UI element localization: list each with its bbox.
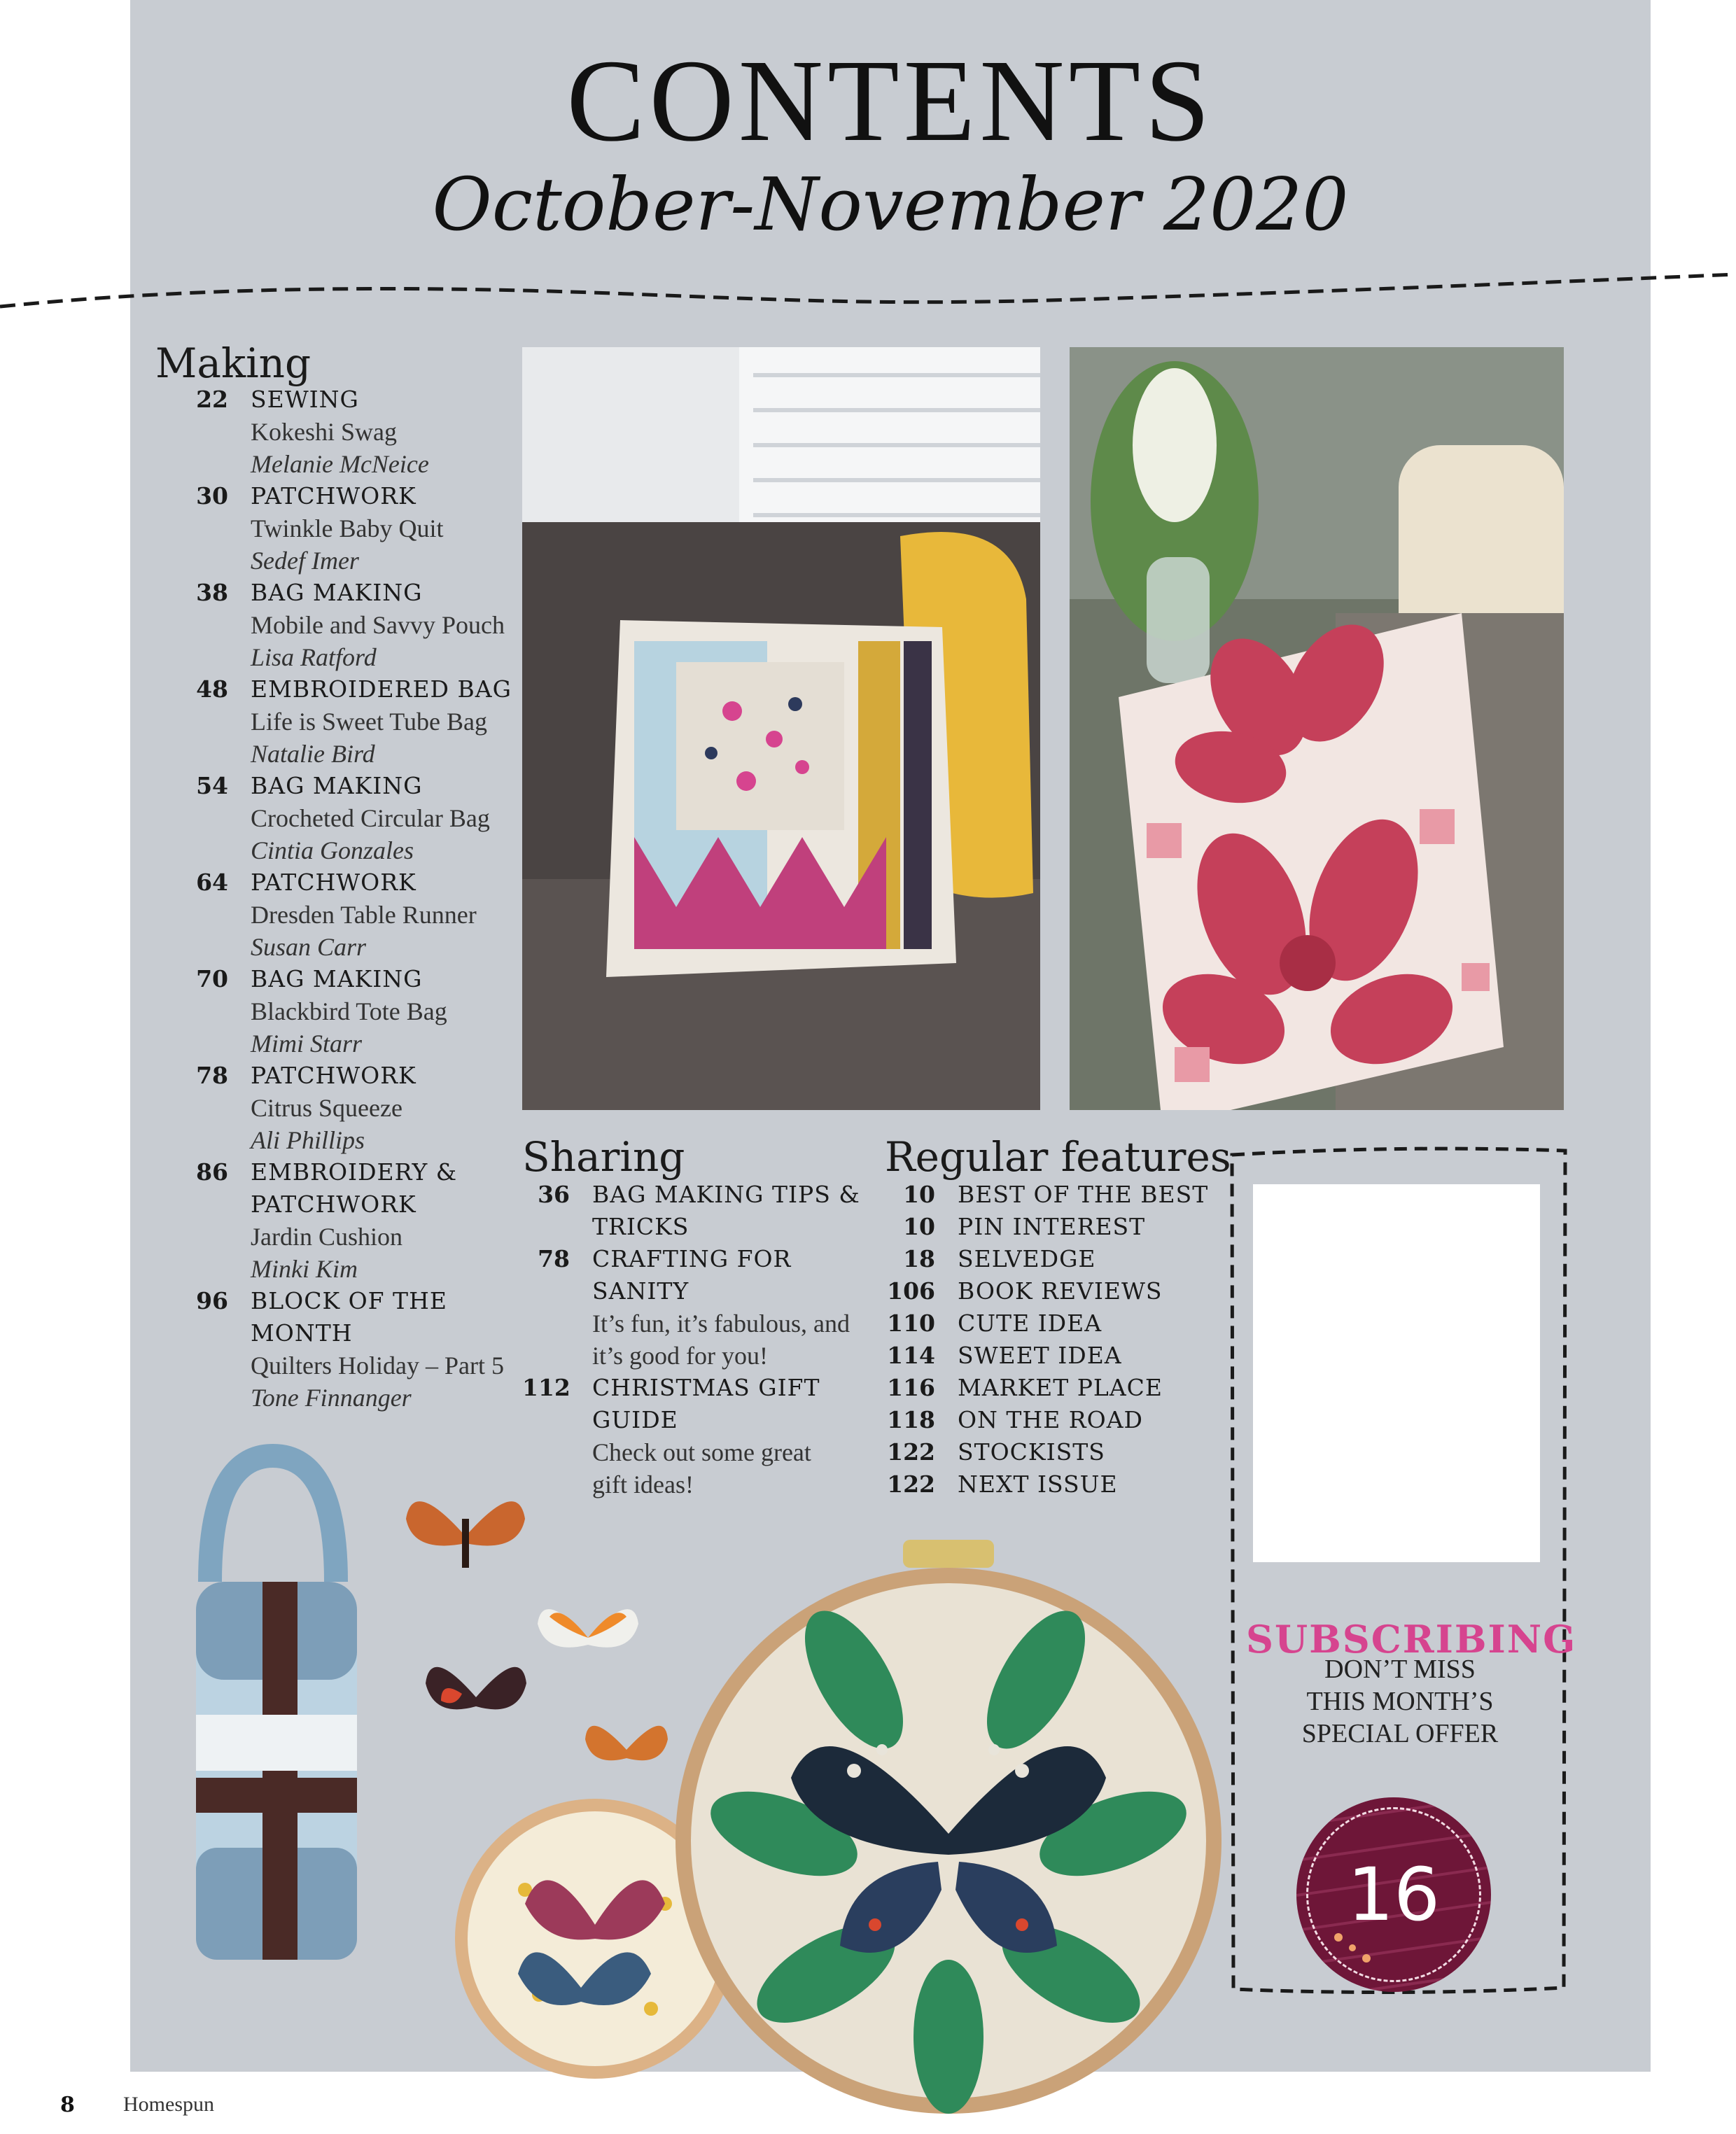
entry-project: Twinkle Baby Quit xyxy=(251,514,444,542)
subscribe-line-1: DON’T MISS xyxy=(1324,1655,1476,1684)
entry-category: CRAFTING FOR xyxy=(592,1245,792,1272)
entry-category: MONTH xyxy=(251,1319,353,1347)
page-title: CONTENTS xyxy=(566,36,1214,166)
entry-page-number: 78 xyxy=(196,1062,228,1089)
entry-category: PATCHWORK xyxy=(251,1191,416,1218)
regular-entry[interactable] xyxy=(885,1404,1221,1436)
entry-text xyxy=(958,1436,1221,1468)
entry-text xyxy=(251,673,519,770)
entry-text xyxy=(251,963,519,1060)
entry-category: EMBROIDERED BAG xyxy=(251,675,512,703)
entry-project: Mobile and Savvy Pouch xyxy=(251,611,505,639)
entry-text xyxy=(251,577,519,673)
subscribe-title: SUBSCRIBING xyxy=(1246,1617,1577,1662)
entry-page-number: 78 xyxy=(538,1245,570,1272)
entry-author: Minki Kim xyxy=(251,1255,358,1283)
entry-page-number: 96 xyxy=(196,1287,228,1314)
entry-page-number: 122 xyxy=(887,1438,935,1466)
entry-page-number: 18 xyxy=(903,1245,935,1272)
regular-heading: Regular features xyxy=(885,1133,1231,1181)
regular-entry[interactable] xyxy=(885,1211,1221,1243)
entry-page-number: 86 xyxy=(196,1158,228,1186)
sharing-entry[interactable] xyxy=(522,1179,872,1243)
making-entry[interactable] xyxy=(155,1060,519,1156)
entry-page-number: 54 xyxy=(196,772,228,799)
butterfly-brooch-2 xyxy=(532,1589,644,1687)
entry-project: Citrus Squeeze xyxy=(251,1094,402,1122)
regular-entry[interactable] xyxy=(885,1468,1221,1501)
entry-category: SANITY xyxy=(592,1277,690,1305)
entry-category: PATCHWORK xyxy=(251,869,416,896)
entry-description: gift ideas! xyxy=(592,1470,694,1498)
regular-entry[interactable] xyxy=(885,1275,1221,1307)
entry-text xyxy=(958,1307,1221,1340)
entry-category: BAG MAKING xyxy=(251,579,423,606)
tube-bag-photo xyxy=(168,1442,378,1974)
entry-text xyxy=(958,1340,1221,1372)
entry-text xyxy=(592,1372,872,1501)
entry-text xyxy=(251,1060,519,1156)
entry-author: Natalie Bird xyxy=(251,740,375,768)
making-heading: Making xyxy=(155,339,312,387)
large-embroidery-hoop xyxy=(672,1540,1225,2114)
entry-author: Susan Carr xyxy=(251,933,367,961)
subscribe-line-3: SPECIAL OFFER xyxy=(1301,1719,1499,1748)
entry-page-number: 22 xyxy=(196,386,228,413)
entry-category: BAG MAKING xyxy=(251,965,423,992)
entry-author: Melanie McNeice xyxy=(251,450,429,478)
entry-page-number: 10 xyxy=(903,1213,935,1240)
entry-page-number: 70 xyxy=(196,965,228,992)
entry-text xyxy=(592,1179,872,1243)
magazine-name: Homespun xyxy=(123,2093,214,2116)
entry-author: Tone Finnanger xyxy=(251,1384,412,1412)
entry-page-number: 10 xyxy=(903,1181,935,1208)
entry-page-number: 38 xyxy=(196,579,228,606)
entry-author: Lisa Ratford xyxy=(251,643,377,671)
entry-page-number: 118 xyxy=(887,1406,935,1433)
entry-page-number: 112 xyxy=(522,1374,570,1401)
entry-project: Dresden Table Runner xyxy=(251,901,477,929)
entry-text xyxy=(251,384,519,480)
entry-author: Ali Phillips xyxy=(251,1126,365,1154)
entry-description: it’s good for you! xyxy=(592,1342,768,1370)
table-runner-photo xyxy=(1070,347,1564,1110)
entry-text xyxy=(958,1404,1221,1436)
entry-project: Crocheted Circular Bag xyxy=(251,804,490,832)
entry-author: Sedef Imer xyxy=(251,547,359,575)
entry-label: BEST OF THE BEST xyxy=(958,1181,1209,1208)
sharing-entry[interactable] xyxy=(522,1372,872,1501)
regular-entry[interactable] xyxy=(885,1243,1221,1275)
entry-page-number: 48 xyxy=(196,675,228,703)
entry-label: STOCKISTS xyxy=(958,1438,1105,1466)
regular-list xyxy=(885,1179,1221,1501)
stitched-divider xyxy=(0,266,1736,322)
sharing-list xyxy=(522,1179,872,1501)
entry-page-number: 106 xyxy=(887,1277,935,1305)
regular-entry[interactable] xyxy=(885,1436,1221,1468)
entry-category: SEWING xyxy=(251,386,359,413)
entry-text xyxy=(251,770,519,866)
butterfly-brooch-4 xyxy=(581,1708,672,1792)
regular-entry[interactable] xyxy=(885,1179,1221,1211)
entry-project: Jardin Cushion xyxy=(251,1223,403,1251)
making-entry[interactable] xyxy=(155,963,519,1060)
entry-label: CUTE IDEA xyxy=(958,1310,1102,1337)
entry-text xyxy=(958,1468,1221,1501)
cushion-photo xyxy=(522,347,1040,1110)
subscribe-page-badge[interactable] xyxy=(1296,1797,1491,1992)
entry-project: Kokeshi Swag xyxy=(251,418,397,446)
entry-description: Check out some great xyxy=(592,1438,811,1466)
regular-entry[interactable] xyxy=(885,1340,1221,1372)
subscribe-page-number: 16 xyxy=(1347,1852,1441,1937)
page-number: 8 xyxy=(60,2093,75,2117)
entry-label: NEXT ISSUE xyxy=(958,1470,1118,1498)
entry-label: SWEET IDEA xyxy=(958,1342,1122,1369)
entry-author: Mimi Starr xyxy=(251,1030,363,1058)
entry-page-number: 114 xyxy=(887,1342,935,1369)
entry-label: PIN INTEREST xyxy=(958,1213,1146,1240)
entry-text xyxy=(592,1243,872,1372)
entry-category: TRICKS xyxy=(592,1213,690,1240)
entry-text xyxy=(958,1243,1221,1275)
entry-category: BAG MAKING xyxy=(251,772,423,799)
entry-text xyxy=(958,1211,1221,1243)
entry-project: Blackbird Tote Bag xyxy=(251,997,447,1025)
regular-entry[interactable] xyxy=(885,1307,1221,1340)
butterfly-brooch-1 xyxy=(399,1477,532,1596)
entry-text xyxy=(958,1275,1221,1307)
cover-image-placeholder xyxy=(1253,1184,1540,1562)
entry-author: Cintia Gonzales xyxy=(251,836,414,864)
entry-label: ON THE ROAD xyxy=(958,1406,1143,1433)
entry-text xyxy=(251,1285,519,1414)
subscribe-line-2: THIS MONTH’S xyxy=(1306,1687,1494,1716)
making-entry[interactable] xyxy=(155,866,519,963)
making-entry[interactable] xyxy=(155,1156,519,1285)
entry-page-number: 30 xyxy=(196,482,228,510)
sharing-entry[interactable] xyxy=(522,1243,872,1372)
making-entry[interactable] xyxy=(155,480,519,577)
entry-description: It’s fun, it’s fabulous, and xyxy=(592,1310,850,1338)
making-entry[interactable] xyxy=(155,577,519,673)
making-entry[interactable] xyxy=(155,770,519,866)
regular-entry[interactable] xyxy=(885,1372,1221,1404)
making-entry[interactable] xyxy=(155,1285,519,1414)
entry-category: BLOCK OF THE xyxy=(251,1287,447,1314)
entry-category: BAG MAKING TIPS & xyxy=(592,1181,860,1208)
entry-page-number: 64 xyxy=(196,869,228,896)
entry-category: PATCHWORK xyxy=(251,482,416,510)
entry-page-number: 36 xyxy=(538,1181,570,1208)
entry-category: CHRISTMAS GIFT xyxy=(592,1374,820,1401)
butterfly-brooch-3 xyxy=(420,1645,532,1750)
entry-text xyxy=(251,1156,519,1285)
entry-label: SELVEDGE xyxy=(958,1245,1096,1272)
entry-category: PATCHWORK xyxy=(251,1062,416,1089)
entry-category: EMBROIDERY & xyxy=(251,1158,458,1186)
entry-page-number: 116 xyxy=(887,1374,935,1401)
entry-category: GUIDE xyxy=(592,1406,678,1433)
entry-text xyxy=(251,480,519,577)
entry-text xyxy=(958,1372,1221,1404)
making-entry[interactable] xyxy=(155,384,519,480)
entry-page-number: 110 xyxy=(887,1310,935,1337)
entry-page-number: 122 xyxy=(887,1470,935,1498)
entry-label: MARKET PLACE xyxy=(958,1374,1163,1401)
entry-label: BOOK REVIEWS xyxy=(958,1277,1163,1305)
entry-project: Quilters Holiday – Part 5 xyxy=(251,1352,504,1380)
issue-date: October-November 2020 xyxy=(432,162,1349,247)
entry-text xyxy=(251,866,519,963)
making-list xyxy=(155,384,519,1414)
sharing-heading: Sharing xyxy=(522,1133,685,1181)
making-entry[interactable] xyxy=(155,673,519,770)
entry-project: Life is Sweet Tube Bag xyxy=(251,708,487,736)
entry-text xyxy=(958,1179,1221,1211)
